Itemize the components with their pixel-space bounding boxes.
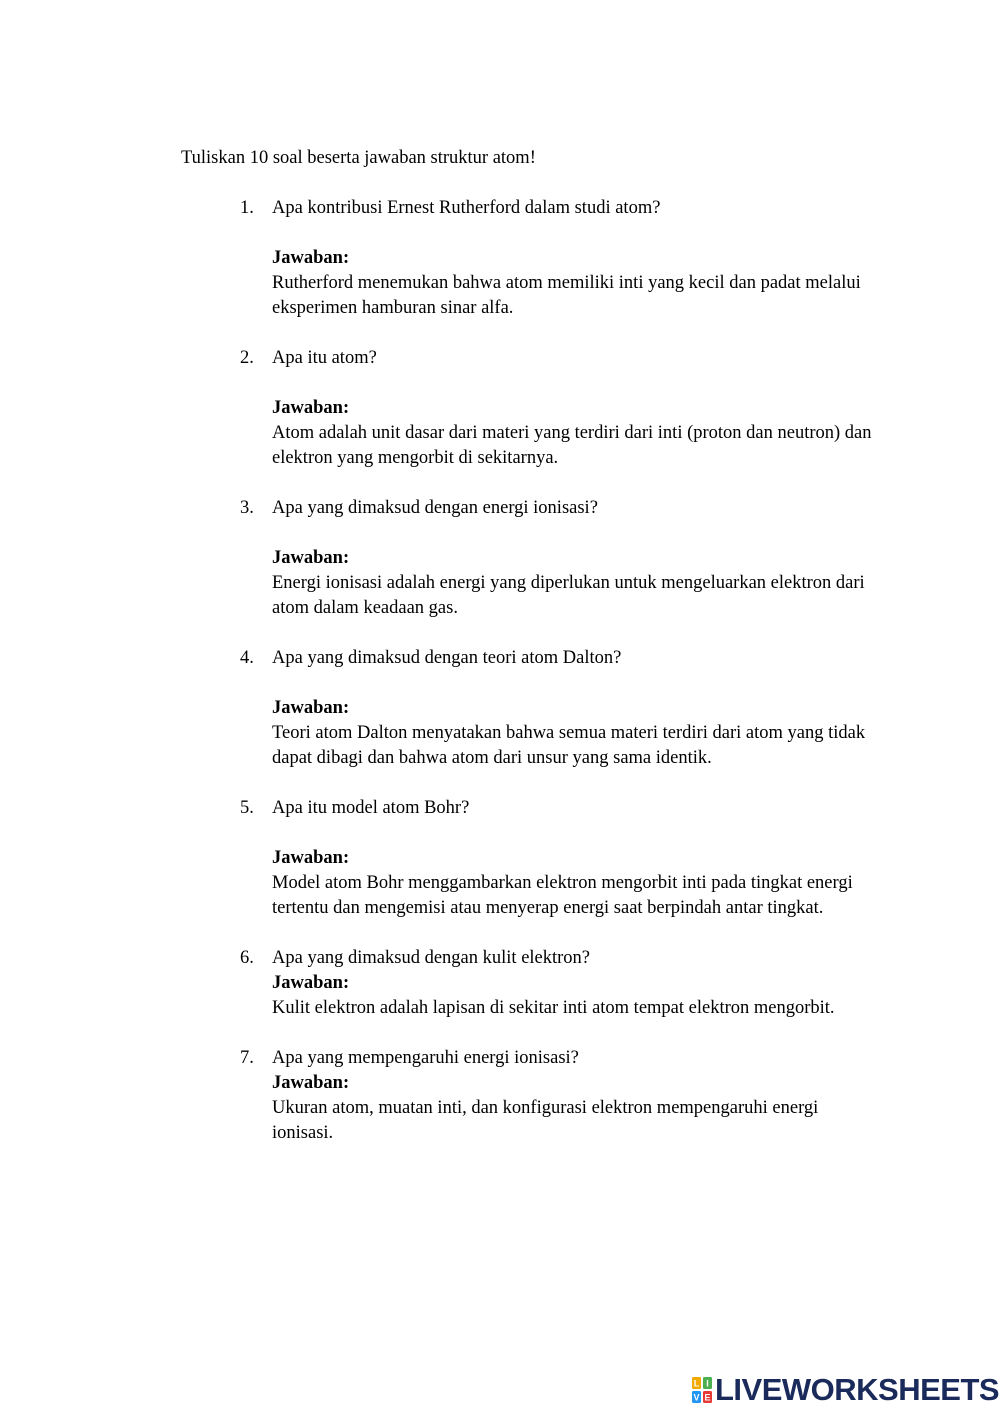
question-item-5 <box>181 796 901 946</box>
liveworksheets-logo[interactable] <box>692 1373 999 1407</box>
liveworksheets-wordmark: LIVEWORKSHEETS <box>715 1372 1000 1407</box>
answer-text: Teori atom Dalton menyatakan bahwa semua materi terdiri dari atom yang tidak dapat dibagi dan bahwa atom dari unsur yang sama identik. <box>272 723 866 768</box>
question-text: Apa yang dimaksud dengan kulit elektron? <box>272 948 591 968</box>
question-text: Apa itu atom? <box>272 348 377 368</box>
answer-text: Rutherford menemukan bahwa atom memiliki inti yang kecil dan padat melalui eksperimen hamburan sinar alfa. <box>272 273 861 318</box>
answer-text: Model atom Bohr menggambarkan elektron mengorbit inti pada tingkat energi tertentu dan mengemisi atau menyerap energi saat berpindah antar tingkat. <box>272 873 853 918</box>
question-number: 3. <box>240 498 254 518</box>
answer-label: Jawaban: <box>272 398 350 418</box>
answer-label: Jawaban: <box>272 248 350 268</box>
question-number: 1. <box>240 198 254 218</box>
answer-label: Jawaban: <box>272 848 350 868</box>
liveworksheets-logo-icon <box>692 1377 712 1403</box>
question-item-3 <box>181 496 901 646</box>
question-number: 2. <box>240 348 254 368</box>
svg-text:E: E <box>704 1392 711 1403</box>
answer-text: Atom adalah unit dasar dari materi yang terdiri dari inti (proton dan neutron) dan elektron yang mengorbit di sekitarnya. <box>272 423 872 468</box>
svg-text:V: V <box>693 1392 700 1403</box>
answer-label: Jawaban: <box>272 1073 350 1093</box>
question-item-4 <box>181 646 901 796</box>
answer-text: Energi ionisasi adalah energi yang diperlukan untuk mengeluarkan elektron dari atom dalam keadaan gas. <box>272 573 865 618</box>
question-text: Apa yang mempengaruhi energi ionisasi? <box>272 1048 579 1068</box>
svg-text:L: L <box>693 1378 700 1389</box>
question-number: 6. <box>240 948 254 968</box>
question-item-2 <box>181 346 901 496</box>
question-text: Apa kontribusi Ernest Rutherford dalam studi atom? <box>272 198 661 218</box>
question-list <box>181 196 901 1146</box>
question-text: Apa yang dimaksud dengan energi ionisasi? <box>272 498 598 518</box>
question-item-7 <box>181 1046 901 1146</box>
svg-text:I: I <box>706 1378 709 1389</box>
answer-label: Jawaban: <box>272 548 350 568</box>
answer-label: Jawaban: <box>272 973 350 993</box>
answer-text: Kulit elektron adalah lapisan di sekitar inti atom tempat elektron mengorbit. <box>272 998 835 1018</box>
question-number: 7. <box>240 1048 254 1068</box>
answer-text: Ukuran atom, muatan inti, dan konfigurasi elektron mempengaruhi energi ionisasi. <box>272 1098 819 1143</box>
question-number: 4. <box>240 648 254 668</box>
answer-label: Jawaban: <box>272 698 350 718</box>
instruction-text: Tuliskan 10 soal beserta jawaban struktur atom! <box>181 148 536 168</box>
question-number: 5. <box>240 798 254 818</box>
question-item-6 <box>181 946 901 1046</box>
question-item-1 <box>181 196 901 346</box>
question-text: Apa itu model atom Bohr? <box>272 798 470 818</box>
question-text: Apa yang dimaksud dengan teori atom Dalton? <box>272 648 622 668</box>
